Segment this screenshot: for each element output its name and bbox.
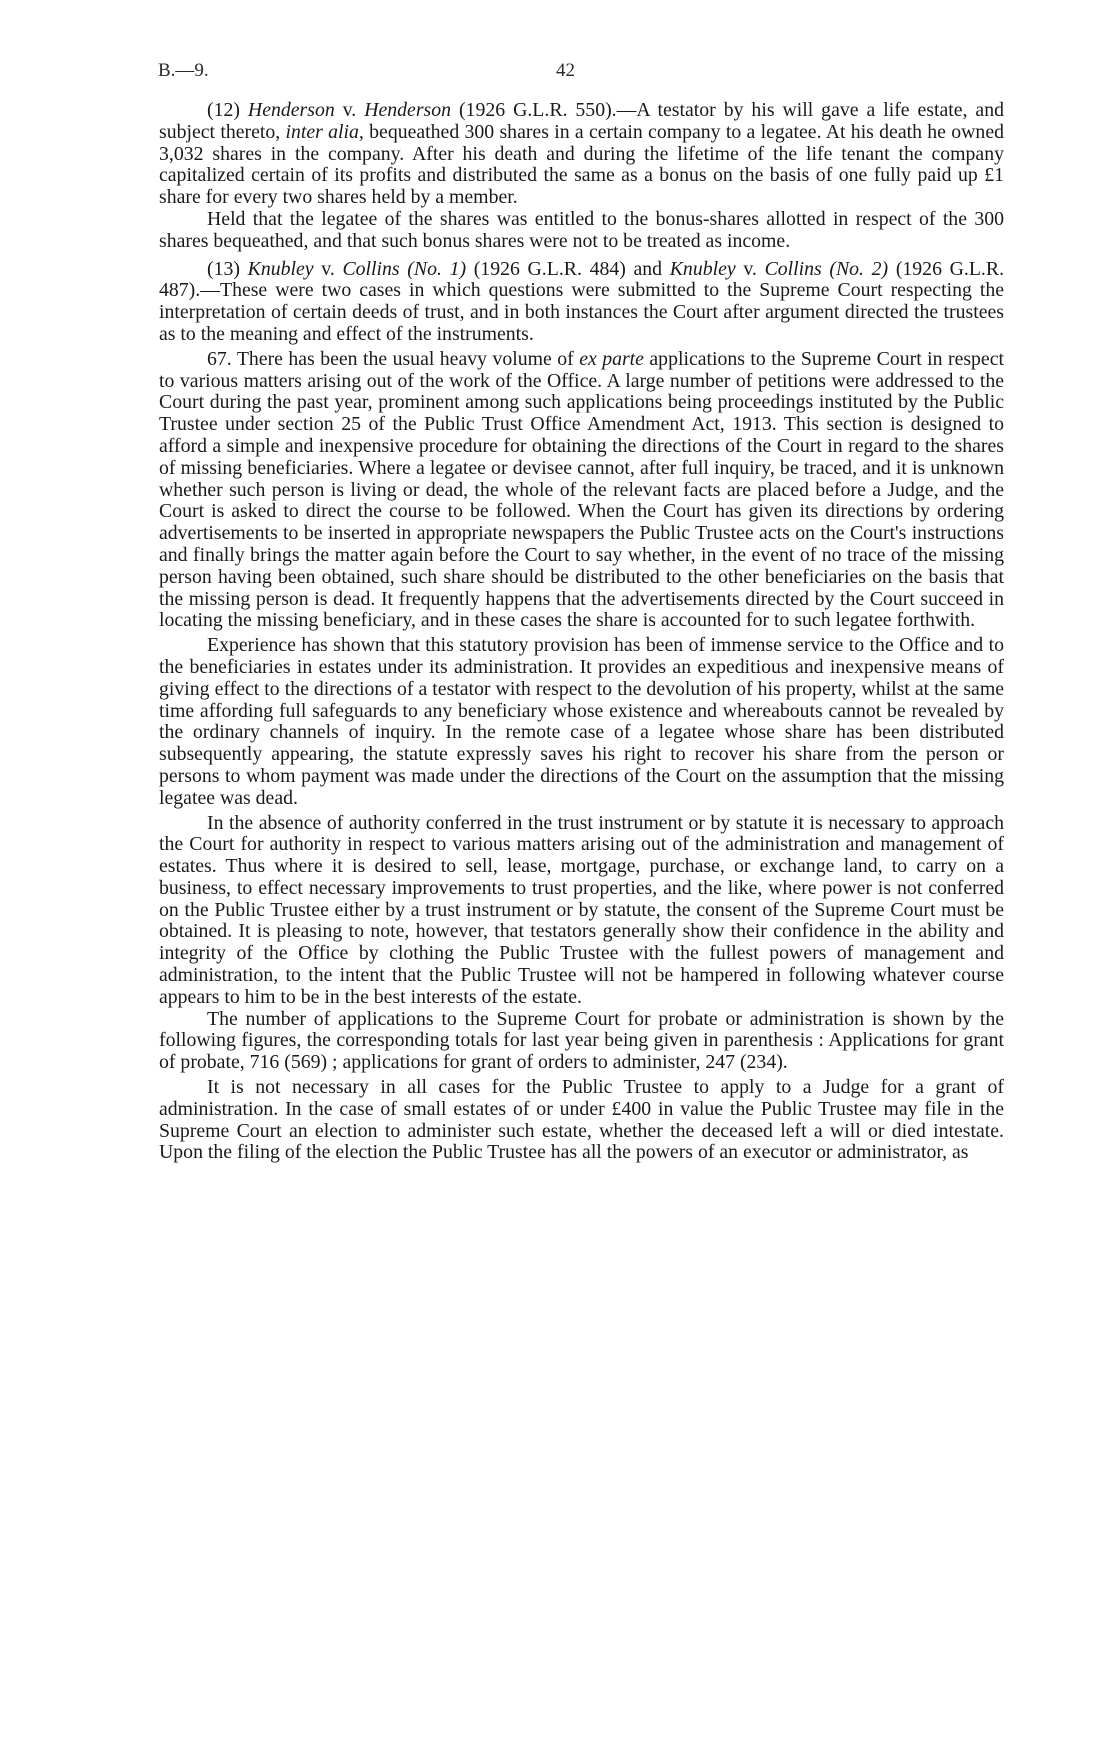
paragraph-case-12 — [159, 100, 1004, 209]
paragraph-applications: The number of applications to the Supreme Court for probate or administration is shown by the following figures, the corresponding totals for last year being given in parenthesis : Applications for grant of probate, 716 (569) ; applications for grant of orders to administer, 247 (234). — [159, 1007, 1004, 1074]
body-text — [159, 100, 1004, 1164]
case-name: Knubley — [669, 257, 736, 280]
paragraph-text: (1926 G.L.R. 550).—A testator by his will gave a life estate, and subject thereto, — [159, 99, 1004, 143]
versus: v. — [743, 257, 757, 280]
paragraph-holding: Held that the legatee of the shares was entitled to the bonus-shares allotted in respect of the 300 shares bequeathed, and that such bonus shares were not to be treated as income. — [159, 207, 1004, 252]
running-head — [158, 60, 1008, 84]
versus: v. — [342, 99, 357, 121]
paragraph-text: bequeathed 300 shares in a certain company to a legatee. At his death he owned 3,032 shares in the company. After his death and during the lifetime of the life tenant the company capitalized certain of its profits and distributed the same as a bonus on the basis of one fully paid up £1 share for every two shares held by a member. — [159, 120, 1004, 209]
page-number: 42 — [556, 60, 575, 81]
case-number: (12) — [207, 99, 240, 121]
case-name: Henderson — [364, 99, 452, 121]
paragraph-67 — [159, 349, 1004, 632]
case-number: (13) — [207, 257, 240, 280]
case-name: Henderson — [247, 99, 335, 121]
paragraph-text: applications to the Supreme Court in respect to various matters arising out of the work of the Office. A large number of petitions were addressed to the Court during the past year, prominent among such applications being proceedings instituted by the Public Trustee under section 25 of the Public Trust Office Amendment Act, 1913. This section is designed to afford a simple and inexpensive procedure for obtaining the directions of the Court in regard to the shares of missing beneficiaries. Where a legatee or devisee cannot, after full inquiry, be traced, and it is unknown whether such person is living or dead, the whole of the relevant facts are placed before a Judge, and the Court is asked to direct the course to be followed. When the Court has given its directions by ordering advertisements to be inserted in appropriate newspapers the Public Trustee acts on the Court's instructions and finally brings the matter again before the Court to say whether, in the event of no trace of the missing person having been obtained, such share should be distributed to the other beneficiaries on the basis that the missing person is dead. It frequently happens that the advertisements directed by the Court succeed in locating the missing beneficiary, and in these cases the share is accounted for to such legatee forthwith. — [159, 347, 1004, 632]
case-name: Collins (No. 2) — [764, 257, 889, 280]
paragraph-text: (1926 G.L.R. 487).—These were two cases in which questions were submitted to the Supreme Court respecting the interpretation of certain deeds of trust, and in both instances the Court after argument directed the trustees as to the meaning and effect of the instruments. — [159, 257, 1005, 345]
paragraph-text: (1926 G.L.R. 484) and — [473, 257, 663, 280]
paragraph-small-estates: It is not necessary in all cases for the Public Trustee to apply to a Judge for a grant of administration. In the case of small estates of or under £400 in value the Public Trustee may file in the Supreme Court an election to administer such estate, whether the deceased left a will or died intestate. Upon the filing of the election the Public Trustee has all the powers of an executor or administrator, as — [159, 1076, 1004, 1164]
paragraph-authority: In the absence of authority conferred in the trust instrument or by statute it is necessary to approach the Court for authority in respect to various matters arising out of the administration and management of estates. Thus where it is desired to sell, lease, mortgage, purchase, or exchange land, to carry on a business, to effect necessary improvements to trust properties, and the like, where power is not conferred on the Public Trustee either by a trust instrument or by statute, the consent of the Supreme Court must be obtained. It is pleasing to note, however, that testators generally show their confidence in the ability and integrity of the Office by clothing the Public Trustee with the fullest powers of management and administration, to the intent that the Public Trustee will not be hampered in following whatever course appears to him to be in the best interests of the estate. — [159, 811, 1004, 1008]
document-reference: B.—9. — [158, 60, 209, 81]
paragraph-experience: Experience has shown that this statutory provision has been of immense service to the Office and to the beneficiaries in estates under its administration. It provides an expeditious and inexpensive means of giving effect to the directions of a testator with respect to the devolution of his property, whilst at the same time affording full safeguards to any beneficiary whose existence and whereabouts cannot be revealed by the ordinary channels of inquiry. In the remote case of a legatee whose share has been distributed subsequently appearing, the statute expressly saves his right to recover his share from the person or persons to whom payment was made under the directions of the Court on the assumption that the missing legatee was dead. — [159, 634, 1004, 809]
latin-phrase: ex parte — [579, 347, 644, 370]
latin-phrase: inter alia, — [285, 120, 364, 143]
versus: v. — [321, 257, 335, 280]
case-name: Collins (No. 1) — [342, 257, 467, 280]
paragraph-case-13 — [159, 259, 1004, 346]
paragraph-text: 67. There has been the usual heavy volume of — [207, 347, 574, 370]
case-name: Knubley — [247, 257, 314, 280]
